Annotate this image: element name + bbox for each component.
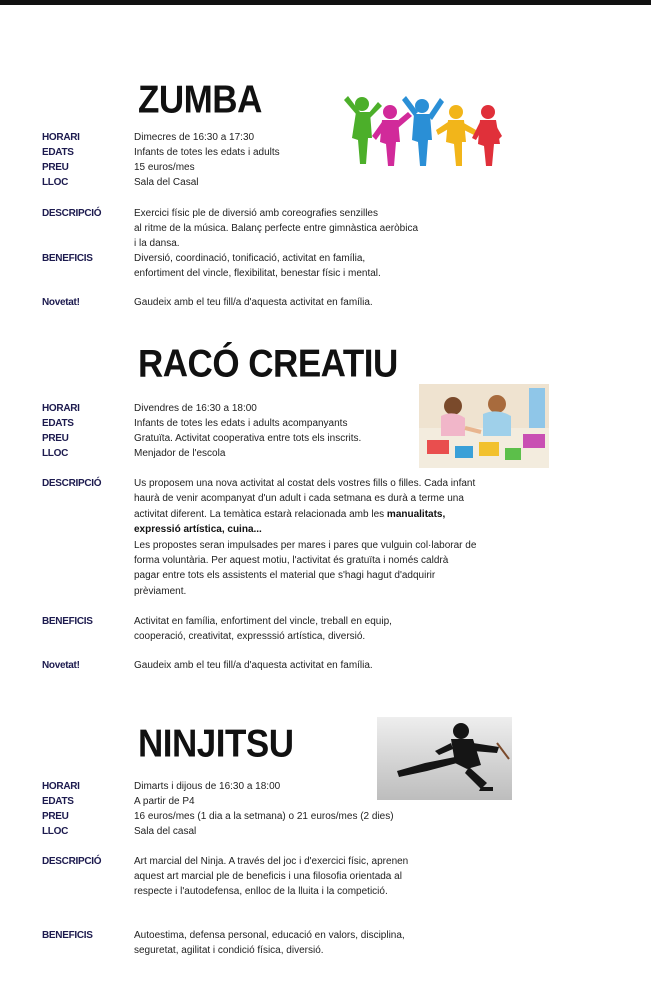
text-span: activitat diferent. La temàtica estarà relacionada amb les <box>134 508 385 520</box>
text-line: seguretat, agilitat i condició física, diversió. <box>134 945 324 956</box>
text-line: Autoestima, defensa personal, educació en valors, disciplina, <box>134 930 405 941</box>
text-line: Art marcial del Ninja. A través del joc i d'exercici físic, aprenen <box>134 856 409 867</box>
beneficis-text <box>134 614 454 644</box>
text-line: enfortiment del vincle, flexibilitat, benestar físic i mental. <box>134 268 381 279</box>
label-edats: EDATS <box>42 796 74 807</box>
value-horari: Dimecres de 16:30 a 17:30 <box>134 132 255 143</box>
text-line: haurà de venir acompanyat d'un adult i cada setmana es durà a terme una <box>134 493 464 505</box>
value-lloc: Sala del Casal <box>134 177 199 188</box>
text-line: Les propostes seran impulsades per mares i pares que vulguin col·laborar de <box>134 539 477 551</box>
label-beneficis: BENEFICIS <box>42 616 93 627</box>
bold-text: expressió artística, cuina... <box>134 524 262 536</box>
bold-text: manualitats, <box>386 508 446 520</box>
value-preu: Gratuïta. Activitat cooperativa entre tots els inscrits. <box>134 433 362 444</box>
descripcio-text <box>134 476 494 599</box>
text-line: Us proposem una nova activitat al costat dels vostres fills o filles. Cada infant <box>134 478 476 489</box>
text-line: i la dansa. <box>134 238 180 249</box>
value-edats: A partir de P4 <box>134 796 195 807</box>
label-beneficis: BENEFICIS <box>42 930 93 941</box>
label-descripcio: DESCRIPCIÓ <box>42 478 102 489</box>
text-line: prèviament. <box>134 585 187 597</box>
value-preu: 16 euros/mes (1 dia a la setmana) o 21 euros/mes (2 dies) <box>134 811 394 822</box>
text-line: pagar entre tots els assistents el material que s'hagi hagut d'adquirir <box>134 570 436 582</box>
section-title-zumba: ZUMBA <box>138 77 262 122</box>
text-line: respecte i l'autodefensa, enlloc de la lluita i la competició. <box>134 886 388 897</box>
text-line: Activitat en família, enfortiment del vincle, treball en equip, <box>134 616 392 627</box>
section-title-ninjitsu: NINJITSU <box>138 721 294 766</box>
value-horari: Divendres de 16:30 a 18:00 <box>134 403 257 414</box>
label-lloc: LLOC <box>42 177 69 188</box>
value-edats: Infants de totes les edats i adults acompanyants <box>134 418 348 429</box>
value-edats: Infants de totes les edats i adults <box>134 147 280 158</box>
text-line <box>134 507 494 522</box>
novetat-text: Gaudeix amb el teu fill/a d'aquesta activitat en família. <box>134 297 373 308</box>
children-crafting-photo <box>419 384 549 468</box>
label-horari: HORARI <box>42 132 80 143</box>
label-novetat: Novetat! <box>42 297 80 308</box>
beneficis-text <box>134 251 454 281</box>
descripcio-text <box>134 854 454 899</box>
label-preu: PREU <box>42 433 69 444</box>
label-preu: PREU <box>42 162 69 173</box>
descripcio-text <box>134 206 454 251</box>
value-lloc: Sala del casal <box>134 826 197 837</box>
label-edats: EDATS <box>42 418 74 429</box>
label-preu: PREU <box>42 811 69 822</box>
text-line <box>134 522 494 537</box>
value-preu: 15 euros/mes <box>134 162 195 173</box>
text-line: cooperació, creativitat, expresssió artística, diversió. <box>134 631 366 642</box>
text-line: Diversió, coordinació, tonificació, activitat en família, <box>134 253 366 264</box>
label-beneficis: BENEFICIS <box>42 253 93 264</box>
text-line: al ritme de la música. Balanç perfecte entre gimnàstica aeròbica <box>134 223 419 234</box>
value-horari: Dimarts i dijous de 16:30 a 18:00 <box>134 781 281 792</box>
label-horari: HORARI <box>42 403 80 414</box>
label-horari: HORARI <box>42 781 80 792</box>
label-descripcio: DESCRIPCIÓ <box>42 856 102 867</box>
text-line: Exercici físic ple de diversió amb coreografies senzilles <box>134 208 378 219</box>
value-lloc: Menjador de l'escola <box>134 448 226 459</box>
beneficis-text <box>134 928 454 958</box>
label-lloc: LLOC <box>42 826 69 837</box>
section-title-raco-creatiu: RACÓ CREATIU <box>138 341 398 386</box>
top-status-bar <box>0 0 651 5</box>
label-edats: EDATS <box>42 147 74 158</box>
text-line: aquest art marcial ple de beneficis i una filosofia orientada al <box>134 871 402 882</box>
label-novetat: Novetat! <box>42 660 80 671</box>
label-lloc: LLOC <box>42 448 69 459</box>
label-descripcio: DESCRIPCIÓ <box>42 208 102 219</box>
text-line: forma voluntària. Per aquest motiu, l'activitat és gratuïta i només caldrà <box>134 555 449 567</box>
novetat-text: Gaudeix amb el teu fill/a d'aquesta activitat en família. <box>134 660 373 671</box>
